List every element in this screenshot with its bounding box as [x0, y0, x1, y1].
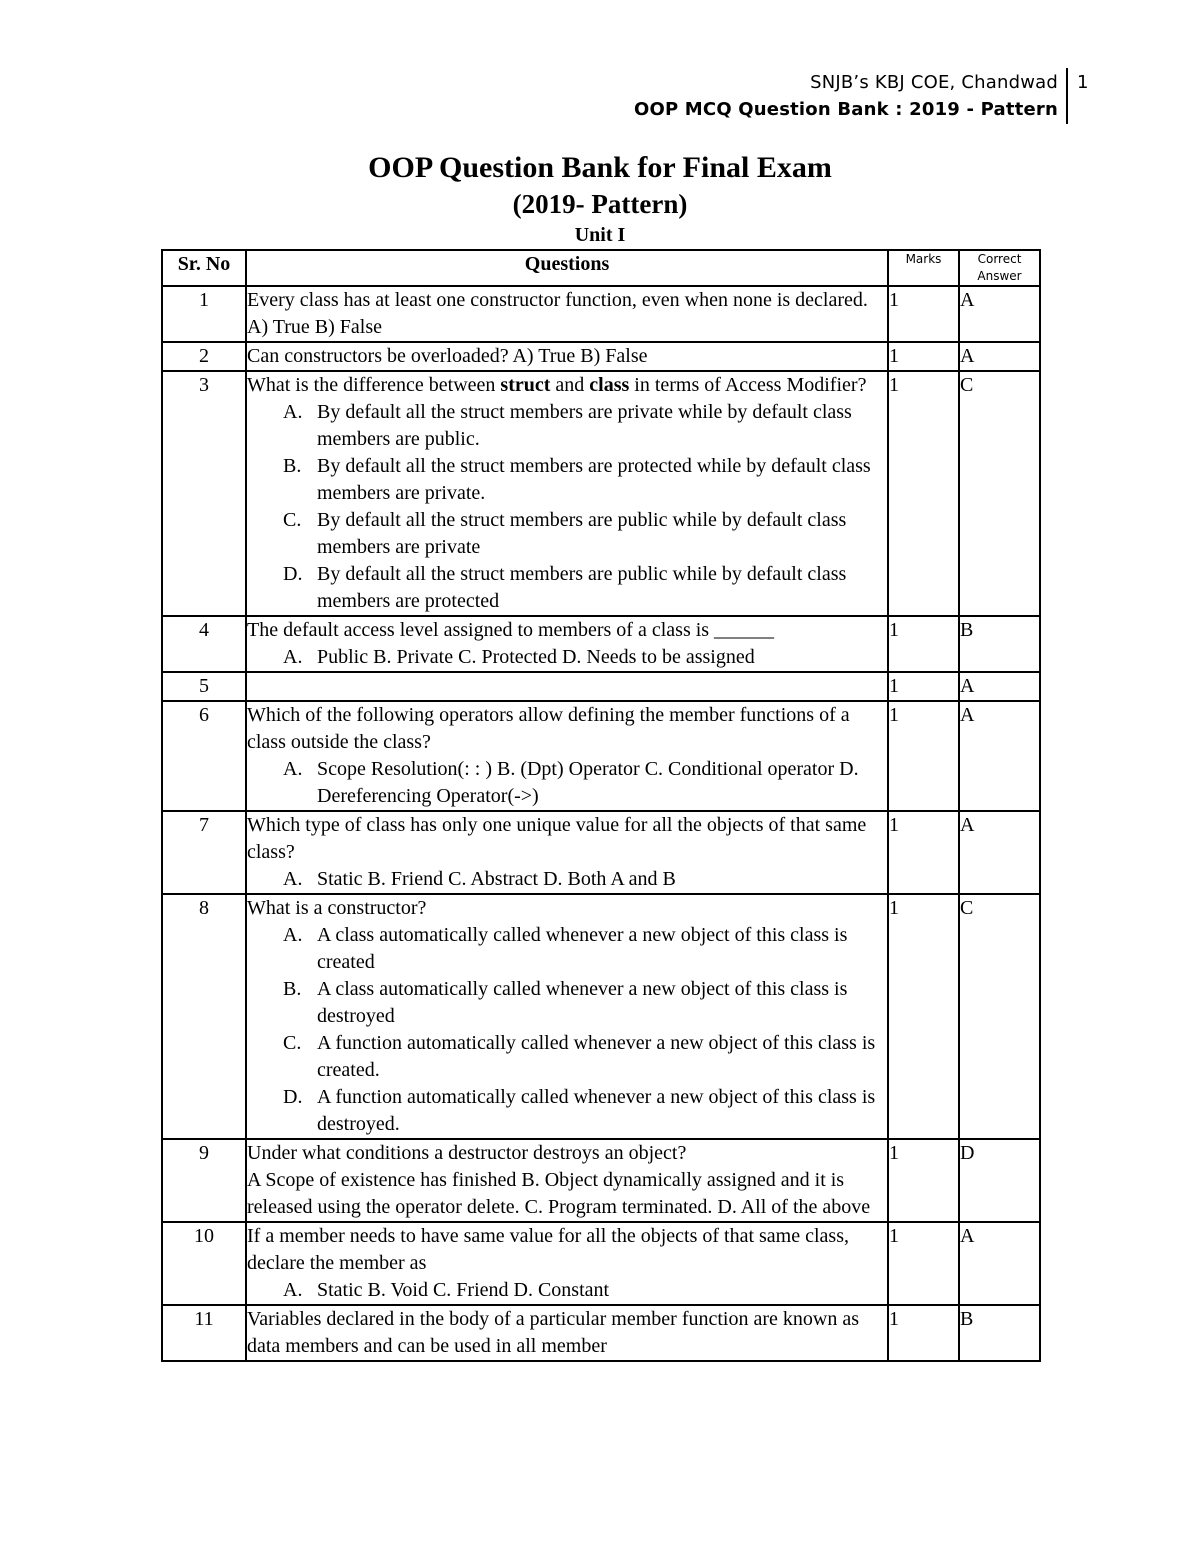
- row-marks: 1: [888, 342, 959, 371]
- question-text-part: What is the difference between: [247, 374, 501, 396]
- option: [247, 561, 887, 615]
- row-question: [246, 286, 888, 342]
- question-text: Variables declared in the body of a particular member function are known as data members and can be used in all member: [247, 1308, 859, 1357]
- row-marks: 1: [888, 672, 959, 701]
- row-sr: 8: [162, 894, 246, 1139]
- row-answer: A: [959, 286, 1040, 342]
- row-marks: 1: [888, 1222, 959, 1305]
- row-answer: A: [959, 342, 1040, 371]
- option-letter: A.: [283, 401, 303, 423]
- option: [247, 453, 887, 507]
- question-text: What is a constructor?: [247, 897, 427, 919]
- option-text: Scope Resolution(: : ) B. (Dpt) Operator C. Conditional operator D. Dereferencing Operator(->): [317, 758, 859, 807]
- row-answer: C: [959, 371, 1040, 616]
- option: [247, 1277, 887, 1304]
- question-options-inline: A Scope of existence has finished B. Object dynamically assigned and it is released using the operator delete. C. Program terminated. D. All of the above: [247, 1169, 871, 1218]
- option-text: A class automatically called whenever a new object of this class is destroyed: [317, 978, 848, 1027]
- table-row: [162, 811, 1040, 894]
- row-sr: 7: [162, 811, 246, 894]
- table-row: [162, 371, 1040, 616]
- unit-heading: Unit I: [574, 224, 626, 246]
- header-questions: Questions: [246, 250, 888, 286]
- row-question: [246, 342, 888, 371]
- table-row: [162, 616, 1040, 672]
- row-sr: 11: [162, 1305, 246, 1361]
- page-title: OOP Question Bank for Final Exam: [368, 151, 832, 184]
- option-letter: A.: [283, 868, 303, 890]
- option-text: Static B. Void C. Friend D. Constant: [317, 1279, 610, 1301]
- row-answer: D: [959, 1139, 1040, 1222]
- row-answer: A: [959, 811, 1040, 894]
- table-row: [162, 286, 1040, 342]
- option-letter: A.: [283, 646, 303, 668]
- row-sr: 3: [162, 371, 246, 616]
- option-letter: A.: [283, 758, 303, 780]
- option-letter: B.: [283, 978, 302, 1000]
- row-question: [246, 1139, 888, 1222]
- option: [247, 1030, 887, 1084]
- option-text: Public B. Private C. Protected D. Needs to be assigned: [317, 646, 755, 668]
- row-answer: B: [959, 616, 1040, 672]
- row-marks: 1: [888, 286, 959, 342]
- page-number: 1: [1077, 72, 1089, 93]
- option-letter: C.: [283, 1032, 302, 1054]
- question-text: The default access level assigned to members of a class is ______: [247, 619, 775, 641]
- header-marks: Marks: [888, 250, 959, 286]
- question-text: Can constructors be overloaded? A) True B) False: [247, 345, 648, 367]
- option: [247, 507, 887, 561]
- table-row: [162, 1305, 1040, 1361]
- option: [247, 1084, 887, 1138]
- row-sr: 5: [162, 672, 246, 701]
- row-answer: A: [959, 701, 1040, 811]
- question-text-part: in terms of Access Modifier?: [629, 374, 867, 396]
- row-question: [246, 616, 888, 672]
- option: [247, 976, 887, 1030]
- row-question: [246, 672, 888, 701]
- header-institute: SNJB’s KBJ COE, Chandwad: [810, 72, 1058, 93]
- option: [247, 866, 887, 893]
- row-marks: 1: [888, 1305, 959, 1361]
- row-marks: 1: [888, 1139, 959, 1222]
- table-row: [162, 894, 1040, 1139]
- keyword-struct: struct: [500, 374, 551, 396]
- row-question: [246, 701, 888, 811]
- header-divider: [1066, 68, 1068, 124]
- table-row: [162, 1222, 1040, 1305]
- question-text: Which type of class has only one unique value for all the objects of that same class?: [247, 814, 867, 863]
- option: [247, 399, 887, 453]
- row-question: [246, 1305, 888, 1361]
- row-question: [246, 811, 888, 894]
- option-text: A function automatically called whenever a new object of this class is destroyed.: [317, 1086, 876, 1135]
- row-question: [246, 894, 888, 1139]
- row-answer: B: [959, 1305, 1040, 1361]
- keyword-class: class: [589, 374, 630, 396]
- question-text: Under what conditions a destructor destroys an object?: [247, 1142, 687, 1164]
- table-row: [162, 701, 1040, 811]
- row-sr: 10: [162, 1222, 246, 1305]
- page-subtitle: (2019- Pattern): [512, 189, 688, 219]
- question-text: Every class has at least one constructor function, even when none is declared. A) True B) False: [247, 289, 868, 338]
- row-question: [246, 1222, 888, 1305]
- table-row: [162, 342, 1040, 371]
- option-text: By default all the struct members are public while by default class members are private: [317, 509, 847, 558]
- row-marks: 1: [888, 616, 959, 672]
- option: [247, 644, 887, 671]
- table-header-row: [162, 250, 1040, 286]
- header-sr-no: Sr. No: [162, 250, 246, 286]
- option: [247, 922, 887, 976]
- row-sr: 2: [162, 342, 246, 371]
- option-letter: A.: [283, 1279, 303, 1301]
- table-row: [162, 1139, 1040, 1222]
- option-text: By default all the struct members are private while by default class members are public.: [317, 401, 852, 450]
- question-table: [161, 249, 1041, 1362]
- option-letter: D.: [283, 563, 303, 585]
- option-letter: D.: [283, 1086, 303, 1108]
- table-row: [162, 672, 1040, 701]
- row-marks: 1: [888, 894, 959, 1139]
- option-letter: B.: [283, 455, 302, 477]
- row-answer: A: [959, 672, 1040, 701]
- question-text-part: and: [550, 374, 590, 396]
- option-text: A function automatically called whenever a new object of this class is created.: [317, 1032, 876, 1081]
- option-letter: A.: [283, 924, 303, 946]
- row-question: [246, 371, 888, 616]
- header-subtitle: OOP MCQ Question Bank : 2019 - Pattern: [633, 99, 1058, 120]
- header-correct-answer: Correct Answer: [959, 250, 1040, 286]
- option-letter: C.: [283, 509, 302, 531]
- row-sr: 1: [162, 286, 246, 342]
- row-marks: 1: [888, 371, 959, 616]
- option: [247, 756, 887, 810]
- question-text: [247, 372, 887, 399]
- row-sr: 9: [162, 1139, 246, 1222]
- option-text: By default all the struct members are protected while by default class members are private.: [317, 455, 871, 504]
- option-text: Static B. Friend C. Abstract D. Both A and B: [317, 868, 676, 890]
- row-answer: A: [959, 1222, 1040, 1305]
- row-marks: 1: [888, 701, 959, 811]
- question-text: If a member needs to have same value for all the objects of that same class, declare the member as: [247, 1225, 849, 1274]
- row-sr: 6: [162, 701, 246, 811]
- row-sr: 4: [162, 616, 246, 672]
- option-text: By default all the struct members are public while by default class members are protected: [317, 563, 847, 612]
- row-answer: C: [959, 894, 1040, 1139]
- row-marks: 1: [888, 811, 959, 894]
- question-text: Which of the following operators allow defining the member functions of a class outside the class?: [247, 704, 850, 753]
- option-text: A class automatically called whenever a new object of this class is created: [317, 924, 848, 973]
